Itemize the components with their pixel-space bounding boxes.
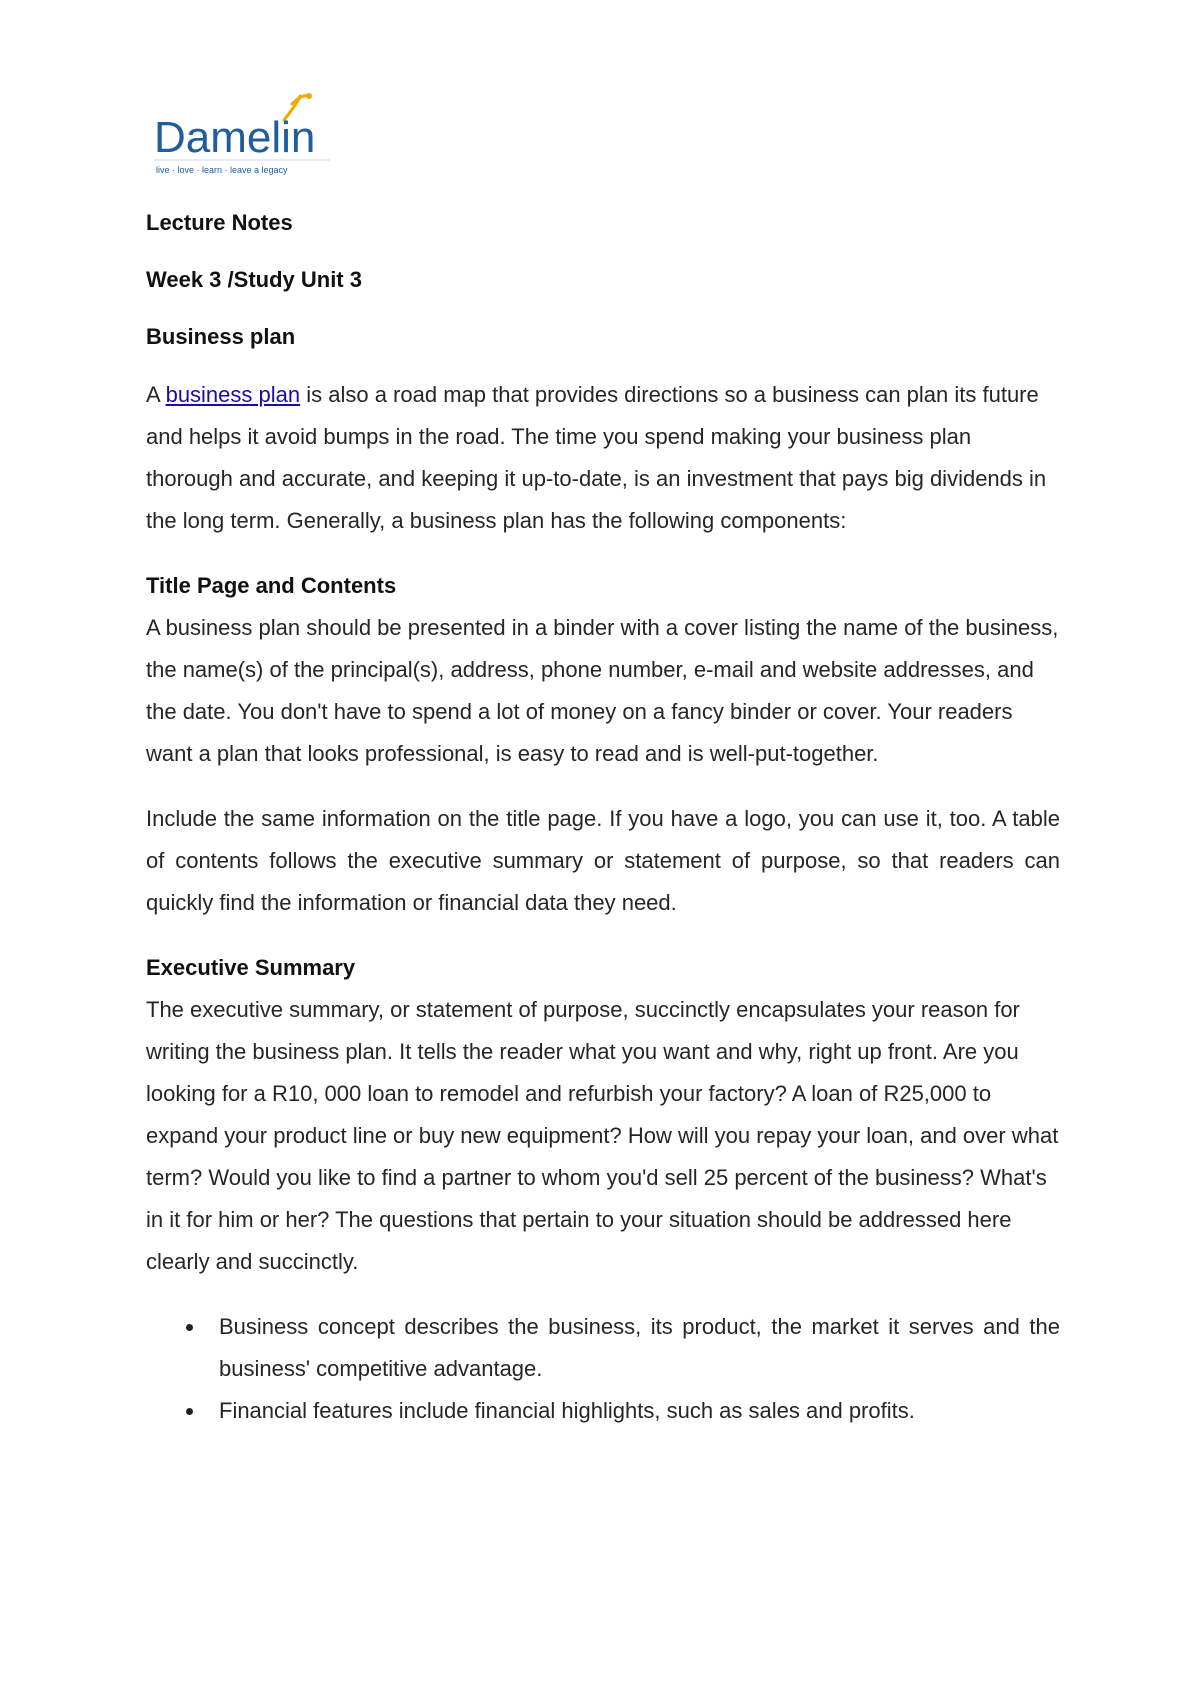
intro-text: is also a road map that provides directions so a business can plan its future and helps it avoid bumps in the road. The time you spend making your business plan thorough and accurate, and keeping it up-to-date, is an investment that pays big dividends in the long term. Generally, a business plan has the following components:	[146, 382, 1047, 533]
intro-prefix: A	[146, 382, 166, 407]
list-item	[146, 1306, 1060, 1390]
business-plan-link[interactable]: business plan	[165, 382, 301, 407]
lecture-notes-label: Lecture Notes	[146, 210, 293, 235]
bullet-text: Financial features include financial highlights, such as sales and profits.	[219, 1398, 915, 1423]
document-content	[146, 208, 1060, 1432]
damelin-logo-graphic	[152, 90, 352, 190]
title-page-paragraph-2: Include the same information on the title page. If you have a logo, you can use it, too. A table of contents follows the executive summary or statement of purpose, so that readers can quickly find the information or financial data they need.	[146, 806, 1060, 915]
svg-text:live · love · learn · leave a: live · love · learn · leave a legacy	[156, 165, 288, 175]
bullet-icon	[186, 1408, 193, 1415]
week-unit-heading: Week 3 /Study Unit 3	[146, 267, 362, 292]
list-item	[146, 1390, 1060, 1432]
executive-summary-heading: Executive Summary	[146, 955, 356, 980]
executive-summary-bullets	[146, 1306, 1060, 1432]
title-page-paragraph-1: A business plan should be presented in a binder with a cover listing the name of the business, the name(s) of the principal(s), address, phone number, e-mail and website addresses, and the date. You don't have to spend a lot of money on a fancy binder or cover. Your readers want a plan that looks professional, is easy to read and is well-put-together.	[146, 615, 1059, 766]
executive-summary-paragraph: The executive summary, or statement of purpose, succinctly encapsulates your reason for writing the business plan. It tells the reader what you want and why, right up front. Are you looking for a R10, 000 loan to remodel and refurbish your factory? A loan of R25,000 to expand your product line or buy new equipment? How will you repay your loan, and over what term? Would you like to find a partner to whom you'd sell 25 percent of the business? What's in it for him or her? The questions that pertain to your situation should be addressed here clearly and succinctly.	[146, 997, 1059, 1274]
title-page-heading: Title Page and Contents	[146, 573, 397, 598]
intro-paragraph	[146, 374, 1060, 542]
bullet-icon	[186, 1324, 193, 1331]
topic-heading: Business plan	[146, 324, 296, 349]
svg-text:Damelin: Damelin	[154, 113, 316, 162]
bullet-text: Business concept describes the business, its product, the market it serves and the business' competitive advantage.	[219, 1314, 1060, 1381]
damelin-logo	[152, 90, 352, 190]
